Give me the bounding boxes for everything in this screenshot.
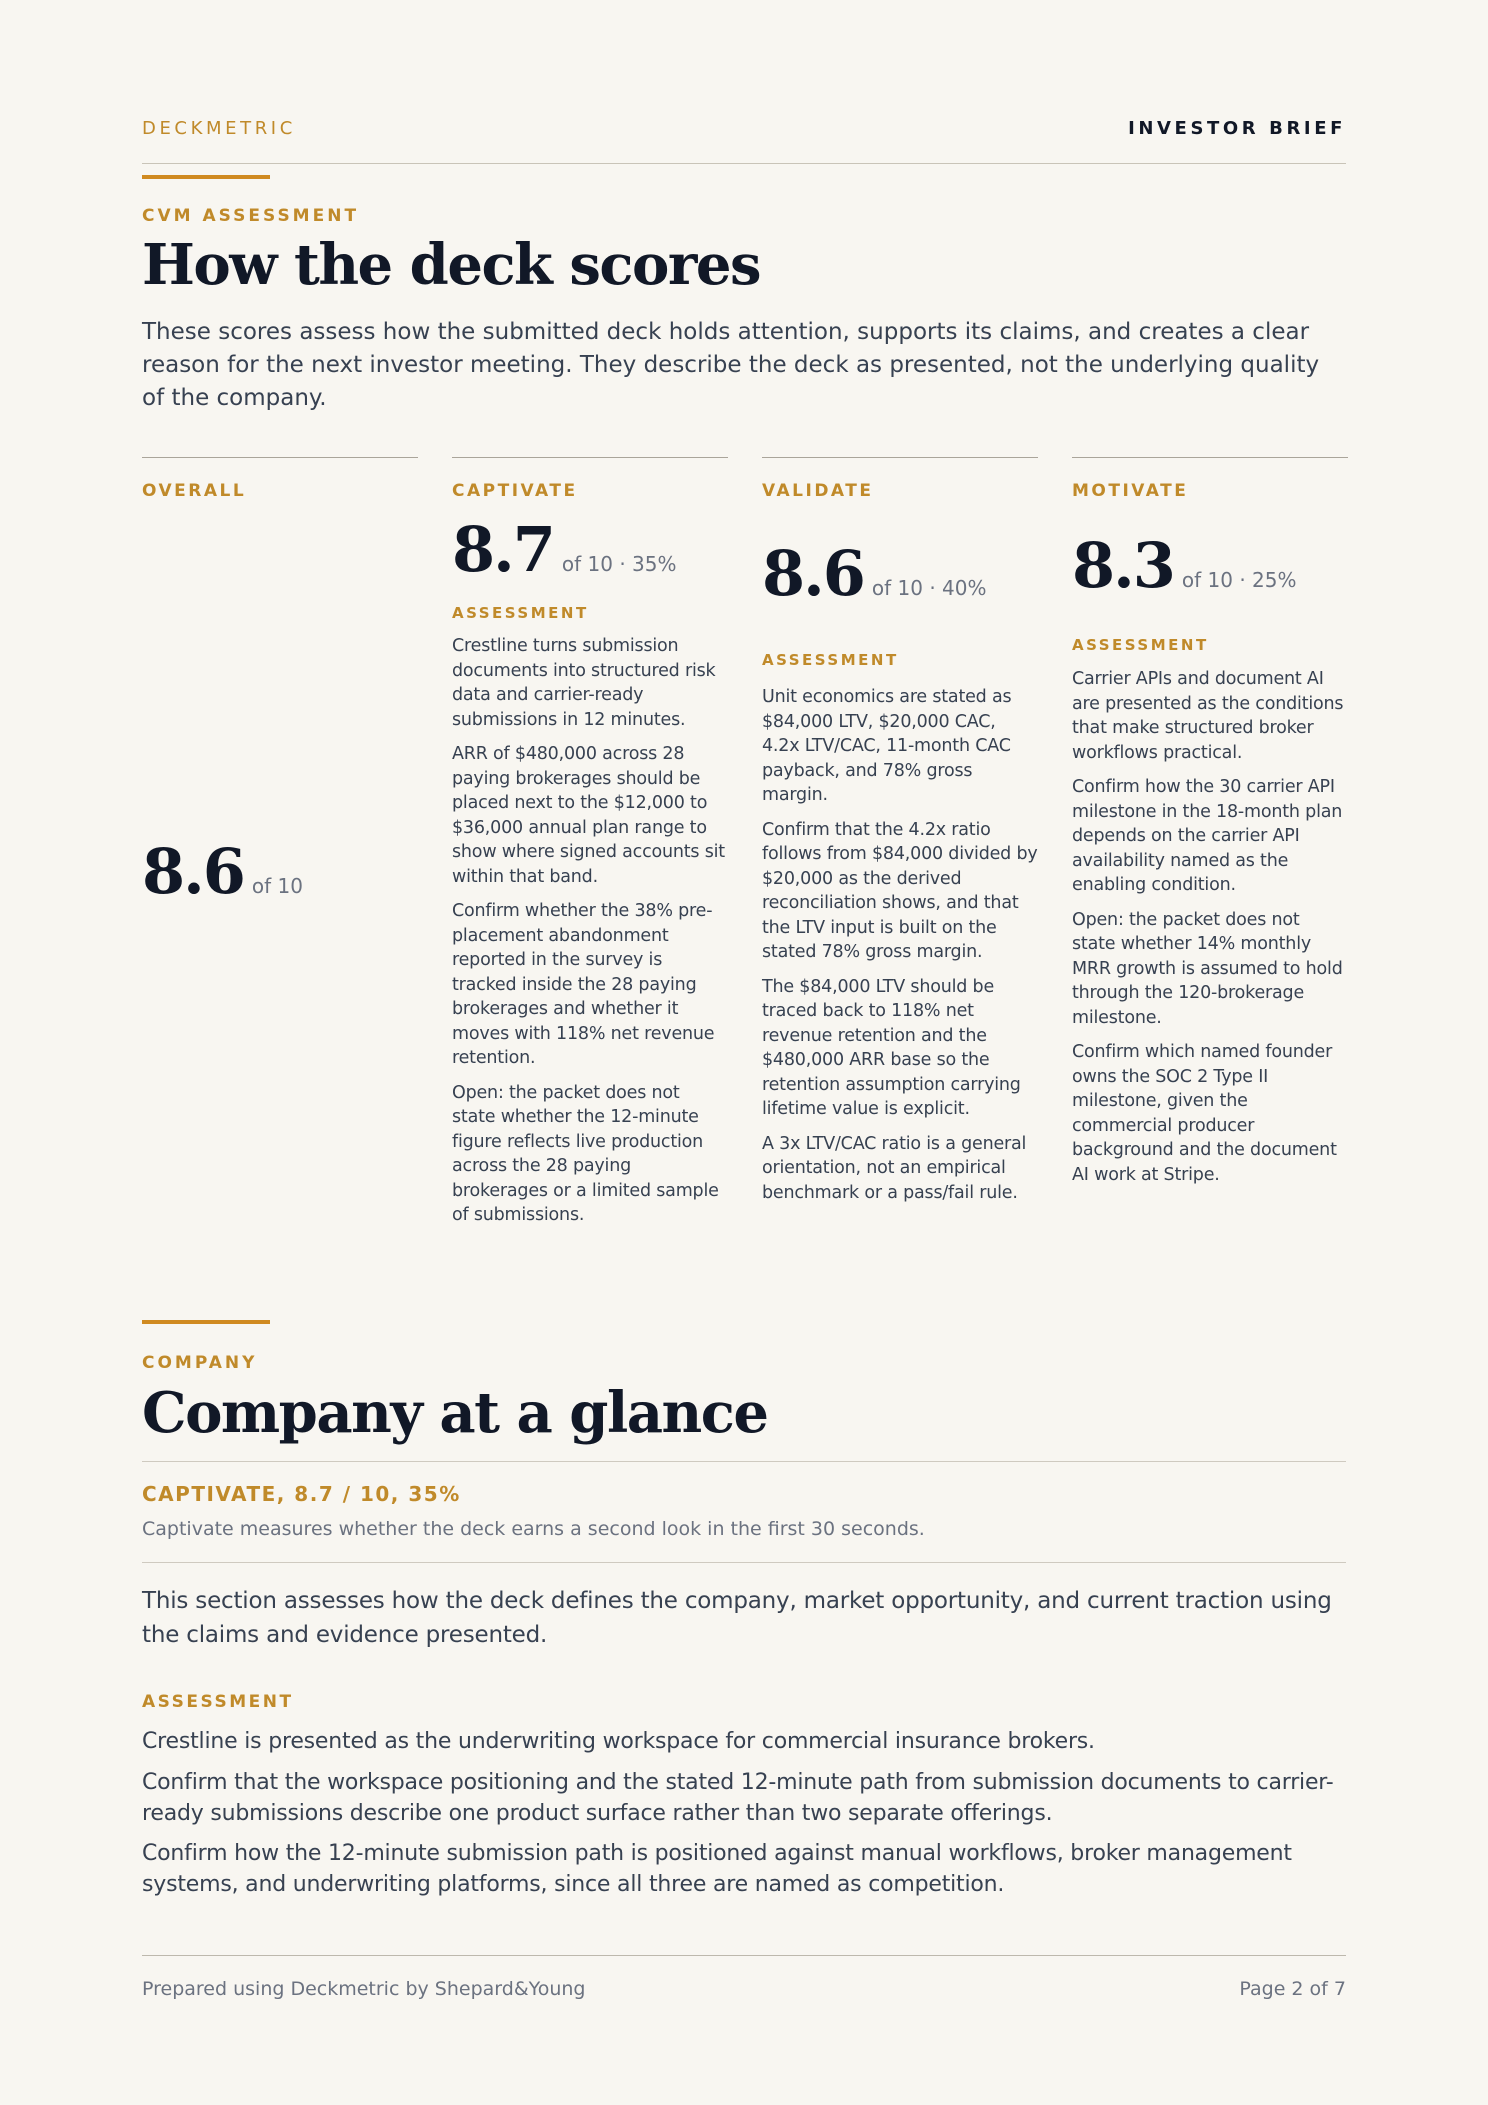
assessment-paragraph: Confirm whether the 38% pre-placement abandonment reported in the survey is tracked inside the 28 paying brokerages and whether it moves with 118% net revenue retention. <box>452 901 715 1068</box>
overall-score-meta: of 10 <box>251 874 303 898</box>
company-section-title: Company at a glance <box>142 1380 768 1446</box>
page-header <box>142 118 1346 146</box>
captivate-score-value: 8.7 <box>452 513 554 586</box>
motivate-score <box>1072 529 1296 602</box>
assessment-paragraph: Crestline is presented as the underwriting workspace for commercial insurance brokers. <box>142 1729 1095 1754</box>
validate-label: VALIDATE <box>762 481 874 501</box>
assessment-paragraph: Crestline turns submission documents into structured risk data and carrier-ready submissions in 12 minutes. <box>452 636 716 730</box>
column-divider <box>762 457 1038 458</box>
captivate-score-summary: CAPTIVATE, 8.7 / 10, 35% <box>142 1482 461 1506</box>
validate-score-meta: of 10 · 40% <box>871 576 987 600</box>
overall-label: OVERALL <box>142 481 247 501</box>
column-divider <box>1072 457 1348 458</box>
captivate-label: CAPTIVATE <box>452 481 578 501</box>
assessment-paragraph: Open: the packet does not state whether the 12-minute figure reflects live production across the 28 paying brokerages or a limited sample of submissions. <box>452 1082 719 1225</box>
assessment-paragraph: Unit economics are stated as $84,000 LTV, $20,000 CAC, 4.2x LTV/CAC, 11-month CAC payback, and 78% gross margin. <box>762 687 1012 805</box>
footer-credit: Prepared using Deckmetric by Shepard&Young <box>142 1978 586 2000</box>
column-divider <box>452 457 728 458</box>
validate-assessment-body <box>762 685 1038 1215</box>
column-divider <box>142 457 418 458</box>
section-lead: These scores assess how the submitted deck holds attention, supports its claims, and creates a clear reason for the next investor meeting. They describe the deck as presented, not the underlying quality of the company. <box>142 319 1320 411</box>
captivate-score-meta: of 10 · 35% <box>561 552 677 576</box>
document-type: INVESTOR BRIEF <box>1128 118 1346 139</box>
captivate-assessment-label: ASSESSMENT <box>452 604 589 622</box>
overall-score-value: 8.6 <box>142 835 244 908</box>
company-section-eyebrow: COMPANY <box>142 1353 258 1373</box>
footer-divider <box>142 1955 1346 1956</box>
validate-score-value: 8.6 <box>762 537 864 610</box>
page <box>142 0 1346 2105</box>
section-eyebrow: CVM ASSESSMENT <box>142 206 360 226</box>
section-divider <box>142 1461 1346 1462</box>
section-divider <box>142 1562 1346 1563</box>
header-divider <box>142 163 1346 164</box>
section-title: How the deck scores <box>142 232 760 298</box>
motivate-assessment-label: ASSESSMENT <box>1072 636 1209 654</box>
assessment-paragraph: Open: the packet does not state whether 14% monthly MRR growth is assumed to hold through the 120-brokerage milestone. <box>1072 909 1343 1028</box>
captivate-assessment-body <box>452 634 728 1238</box>
motivate-label: MOTIVATE <box>1072 481 1189 501</box>
validate-score <box>762 537 986 610</box>
motivate-assessment-body <box>1072 667 1348 1197</box>
company-assessment-label: ASSESSMENT <box>142 1692 294 1712</box>
assessment-paragraph: Confirm that the 4.2x ratio follows from $84,000 divided by $20,000 as the derived reconciliation shows, and that the LTV input is built on the stated 78% gross margin. <box>762 819 1038 962</box>
assessment-paragraph: Confirm that the workspace positioning and the stated 12-minute path from submission documents to carrier-ready submissions describe one product surface rather than two separate offerings. <box>142 1770 1334 1826</box>
motivate-score-value: 8.3 <box>1072 529 1174 602</box>
assessment-paragraph: A 3x LTV/CAC ratio is a general orientation, not an empirical benchmark or a pass/fail rule. <box>762 1133 1027 1203</box>
assessment-paragraph: Carrier APIs and document AI are presented as the conditions that make structured broker workflows practical. <box>1072 669 1344 763</box>
section-accent-bar <box>142 175 270 179</box>
captivate-score <box>452 513 676 586</box>
assessment-paragraph: Confirm how the 12-minute submission path is positioned against manual workflows, broker management systems, and underwriting platforms, since all three are named as competition. <box>142 1841 1292 1897</box>
assessment-paragraph: Confirm how the 30 carrier API milestone in the 18-month plan depends on the carrier API availability named as the enabling condition. <box>1072 777 1343 895</box>
captivate-description: Captivate measures whether the deck earns a second look in the first 30 seconds. <box>142 1518 925 1540</box>
brand-name: DECKMETRIC <box>142 118 296 139</box>
motivate-score-meta: of 10 · 25% <box>1181 568 1297 592</box>
assessment-paragraph: Confirm which named founder owns the SOC 2 Type II milestone, given the commercial producer background and the document AI work at Stripe. <box>1072 1042 1337 1185</box>
validate-assessment-label: ASSESSMENT <box>762 651 899 669</box>
section-accent-bar <box>142 1320 270 1324</box>
assessment-paragraph: The $84,000 LTV should be traced back to 118% net revenue retention and the $480,000 ARR base so the retention assumption carrying lifetime value is explicit. <box>762 976 1021 1119</box>
assessment-paragraph: ARR of $480,000 across 28 paying brokerages should be placed next to the $12,000 to $36,000 annual plan range to show where signed accounts sit within that band. <box>452 744 725 887</box>
page-number: Page 2 of 7 <box>1239 1978 1346 2000</box>
company-intro: This section assesses how the deck defines the company, market opportunity, and current traction using the claims and evidence presented. <box>142 1588 1332 1648</box>
overall-score <box>142 835 303 908</box>
